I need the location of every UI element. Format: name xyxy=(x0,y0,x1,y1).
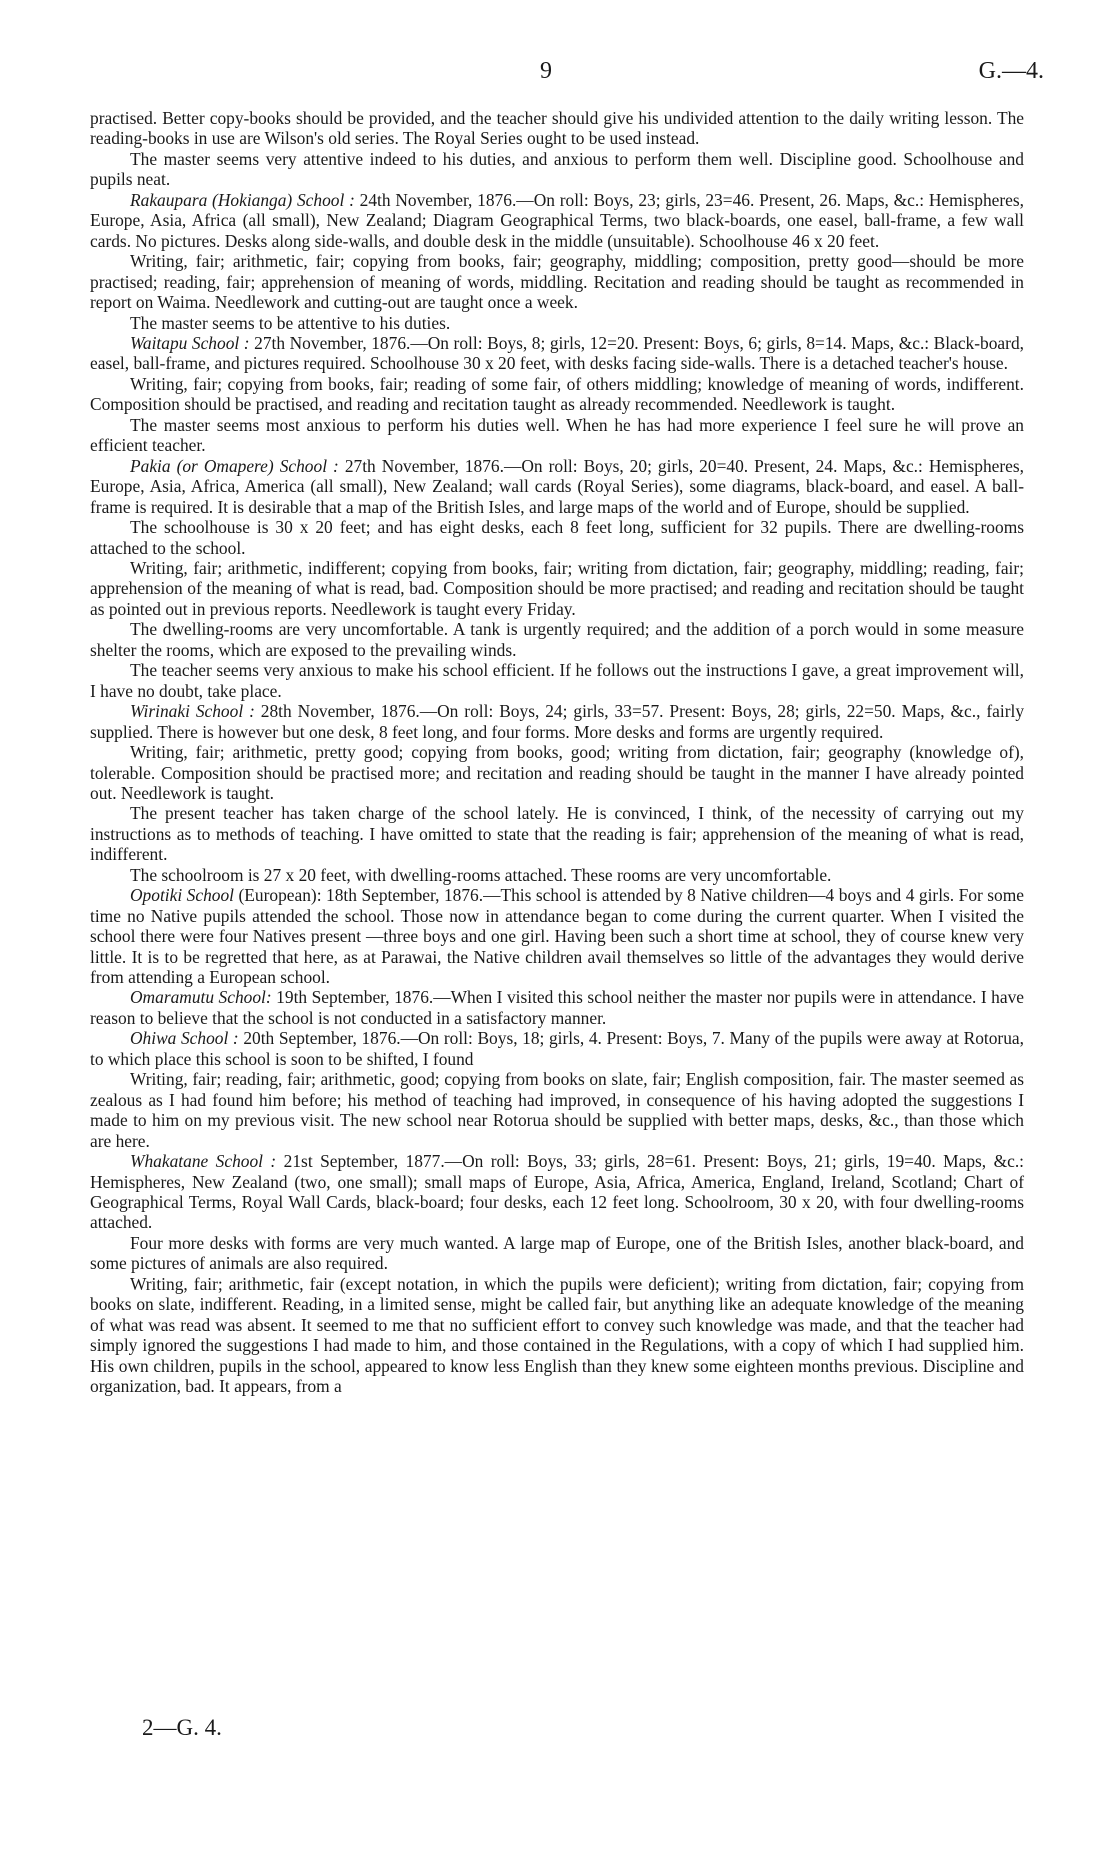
paragraph xyxy=(90,333,1024,374)
school-name: Rakaupara (Hokianga) School : xyxy=(130,189,355,210)
paragraph-text: Writing, fair; reading, fair; arithmetic, good; copying from books on slate, fair; English composition, fair. The master seemed as zealous as I had found him before; his method of teaching had improved, in consequence of his having adopted the suggestions I made to him on my previous visit. The new school near Rotorua should be supplied with better maps, desks, &c., than those which are here. xyxy=(90,1069,1024,1151)
paragraph xyxy=(90,415,1024,456)
paragraph xyxy=(90,251,1024,312)
paragraph xyxy=(90,558,1024,619)
paragraph-text: Writing, fair; arithmetic, fair (except notation, in which the pupils were deficient); writing from dictation, fair; copying from books on slate, indifferent. Reading, in a limited sense, might be called fair, but anything like an adequate knowledge of the meaning of what was read was absent. It seemed to me that no sufficient effort to convey such knowledge was made, and that the teacher had simply ignored the suggestions I had made to him, and those contained in the Regulations, with a copy of which I had supplied him. His own children, pupils in the school, appeared to know less English than they knew some eighteen months previous. Discipline and organization, bad. It appears, from a xyxy=(90,1273,1024,1397)
paragraph-text: 19th September, 1876.—When I visited this school neither the master nor pupils were in attendance. I have reason to believe that the school is not conducted in a satisfactory manner. xyxy=(90,987,1025,1028)
paragraph xyxy=(90,885,1024,987)
paragraph xyxy=(90,619,1024,660)
paragraph-text: (European): 18th September, 1876.—This school is attended by 8 Native children—4 boys and 4 girls. For some time no Native pupils attended the school. Those now in attendance began to come during the current quarter. When I visited the school there were four Natives present —three boys and one girl. Having been such a short time at school, they of course knew very little. It is to be regretted that here, as at Parawai, the Native children avail themselves so little of the advantages they would derive from attending a European school. xyxy=(90,885,1025,988)
paragraph xyxy=(90,190,1024,251)
school-name: Pakia (or Omapere) School : xyxy=(130,455,339,476)
paragraph-text: The dwelling-rooms are very uncomfortable. A tank is urgently required; and the addition of a porch would in some measure shelter the rooms, which are exposed to the prevailing winds. xyxy=(90,619,1024,660)
paragraph-text: Writing, fair; arithmetic, indifferent; copying from books, fair; writing from dictation, fair; geography, middling; reading, fair; apprehension of the meaning of what is read, bad. Composition should be more practised; and reading and recitation should be taught as pointed out in previous reports. Needlework is taught every Friday. xyxy=(90,557,1024,619)
report-body xyxy=(90,108,1024,1397)
paragraph-text: practised. Better copy-books should be provided, and the teacher should give his undivided attention to the daily writing lesson. The reading-books in use are Wilson's old series. The Royal Series ought to be used instead. xyxy=(90,108,1024,149)
paragraph xyxy=(90,517,1024,558)
paragraph xyxy=(90,1233,1024,1274)
paragraph xyxy=(90,1151,1024,1233)
paragraph-text: The master seems to be attentive to his duties. xyxy=(130,312,451,333)
paragraph xyxy=(90,987,1024,1028)
paragraph xyxy=(90,660,1024,701)
paragraph-text: The schoolhouse is 30 x 20 feet; and has eight desks, each 8 feet long, sufficient for 32 pupils. There are dwelling-rooms attached to the school. xyxy=(90,517,1024,558)
paragraph xyxy=(90,1274,1024,1397)
sheet-signature: 2—G. 4. xyxy=(142,1715,222,1740)
page-number: 9 xyxy=(540,58,552,84)
paragraph xyxy=(90,1028,1024,1069)
paragraph xyxy=(90,149,1024,190)
school-name: Waitapu School : xyxy=(130,332,250,353)
paragraph xyxy=(90,313,1024,333)
paragraph-text: Writing, fair; arithmetic, fair; copying from books, fair; geography, middling; composition, pretty good—should be more practised; reading, fair; apprehension of meaning of words, middling. Recitation and reading should be taught as recommended in report on Waima. Needlework and cutting-out are taught once a week. xyxy=(90,251,1024,313)
paragraph-text: 27th November, 1876.—On roll: Boys, 20; girls, 20=40. Present, 24. Maps, &c.: Hemispheres, Europe, Asia, Africa, America (all small), New Zealand; wall cards (Royal Series), some diagrams, black-board, and easel. A ball-frame is required. It is desirable that a map of the British Isles, and large maps of the world and of Europe, should be supplied. xyxy=(90,455,1024,517)
paragraph-text: Writing, fair; arithmetic, pretty good; copying from books, good; writing from dictation, fair; geography (knowledge of), tolerable. Composition should be practised more; and recitation and reading should be taught in the manner I have already pointed out. Needlework is taught. xyxy=(90,742,1024,803)
document-reference: G.—4. xyxy=(978,58,1044,84)
paragraph-text: 28th November, 1876.—On roll: Boys, 24; girls, 33=57. Present: Boys, 28; girls, 22=50. Maps, &c., fairly supplied. There is however but one desk, 8 feet long, and four forms. More desks and forms are urgently required. xyxy=(90,701,1025,742)
paragraph-text: The master seems very attentive indeed to his duties, and anxious to perform them well. Discipline good. Schoolhouse and pupils neat. xyxy=(90,148,1024,190)
paragraph-text: The master seems most anxious to perform his duties well. When he has had more experience I feel sure he will prove an efficient teacher. xyxy=(90,414,1024,456)
school-name: Ohiwa School : xyxy=(130,1028,239,1049)
paragraph xyxy=(90,742,1024,803)
paragraph xyxy=(90,1069,1024,1151)
paragraph-text: The teacher seems very anxious to make his school efficient. If he follows out the instructions I gave, a great improvement will, I have no doubt, take place. xyxy=(90,660,1024,701)
paragraph-text: 20th September, 1876.—On roll: Boys, 18; girls, 4. Present: Boys, 7. Many of the pupils were away at Rotorua, to which place this school is soon to be shifted, I found xyxy=(90,1028,1024,1069)
paragraph-text: 21st September, 1877.—On roll: Boys, 33; girls, 28=61. Present: Boys, 21; girls, 19=40. Maps, &c.: Hemispheres, New Zealand (two, one small); small maps of Europe, Asia, Africa, America, England, Ireland, Scotland; Chart of Geographical Terms, Royal Wall Cards, black-board; four desks, each 12 feet long. Schoolroom, 30 x 20, with four dwelling-rooms attached. xyxy=(90,1151,1025,1233)
paragraph-text: Four more desks with forms are very much wanted. A large map of Europe, one of the British Isles, another black-board, and some pictures of animals are also required. xyxy=(90,1232,1024,1274)
paragraph-text: The present teacher has taken charge of the school lately. He is convinced, I think, of the necessity of carrying out my instructions as to methods of teaching. I have omitted to state that the reading is fair; apprehension of the meaning of what is read, indifferent. xyxy=(90,803,1024,865)
paragraph xyxy=(90,108,1024,149)
school-name: Whakatane School : xyxy=(130,1151,277,1172)
paragraph-text: 27th November, 1876.—On roll: Boys, 8; girls, 12=20. Present: Boys, 6; girls, 8=14. Maps, &c.: Black-board, easel, ball-frame, and pictures required. Schoolhouse 30 x 20 feet, with desks facing side-walls. There is a detached teacher's house. xyxy=(90,332,1024,374)
paragraph xyxy=(90,865,1024,885)
paragraph-text: The schoolroom is 27 x 20 feet, with dwelling-rooms attached. These rooms are very uncomfortable. xyxy=(130,864,832,885)
paragraph-text: 24th November, 1876.—On roll: Boys, 23; girls, 23=46. Present, 26. Maps, &c.: Hemispheres, Europe, Asia, Africa (all small), New Zealand; Diagram Geographical Terms, two black-boards, one easel, ball-frame, a few wall cards. No pictures. Desks along side-walls, and double desk in the middle (unsuitable). Schoolhouse 46 x 20 feet. xyxy=(90,189,1024,251)
paragraph xyxy=(90,701,1024,742)
paragraph xyxy=(90,374,1024,415)
school-name: Opotiki School xyxy=(130,885,234,906)
school-name: Wirinaki School : xyxy=(130,701,255,722)
school-name: Omaramutu School: xyxy=(130,987,272,1008)
paragraph-text: Writing, fair; copying from books, fair; reading of some fair, of others middling; knowledge of meaning of words, indifferent. Composition should be practised, and reading and recitation taught as already recommended. Needlework is taught. xyxy=(90,373,1024,415)
paragraph xyxy=(90,456,1024,517)
paragraph xyxy=(90,803,1024,864)
